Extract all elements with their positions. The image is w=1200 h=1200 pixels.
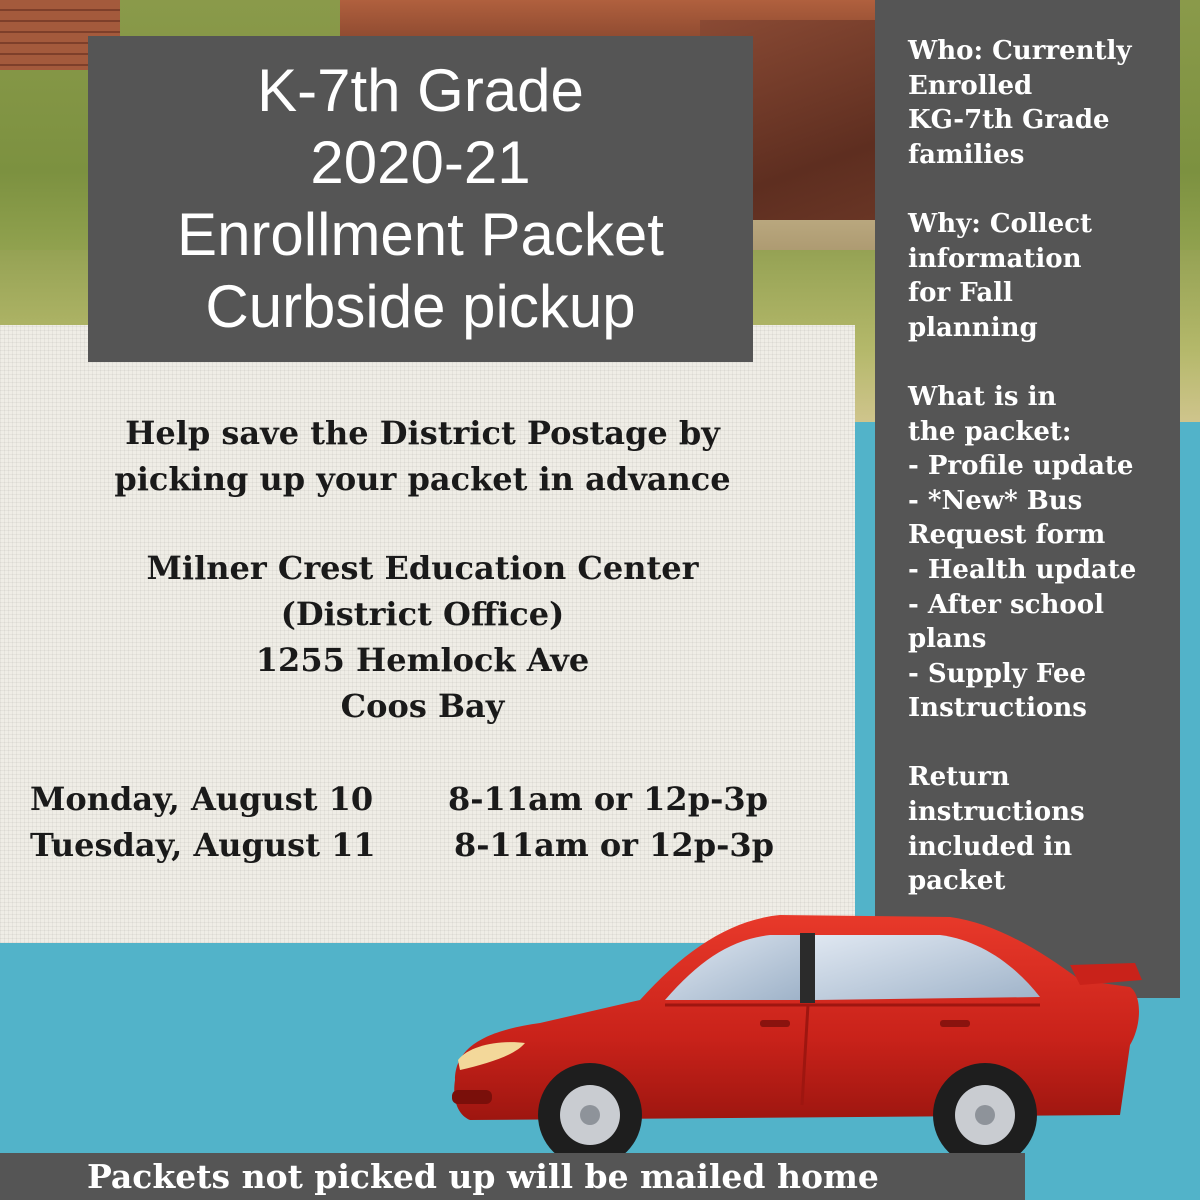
info-line: planning	[908, 312, 1038, 343]
pickup-location	[0, 545, 845, 729]
info-line: instructions	[908, 797, 1085, 828]
door-handle	[760, 1020, 790, 1027]
schedule-row	[30, 776, 830, 822]
info-text	[908, 34, 1178, 899]
location-city: Coos Bay	[340, 687, 505, 725]
info-line: packet	[908, 866, 1006, 897]
title-line: K-7th Grade	[257, 57, 584, 124]
info-line: Who: Currently	[908, 36, 1132, 66]
car-spoiler	[1070, 963, 1142, 985]
info-line: Request form	[908, 520, 1106, 551]
car-wheel-rear	[933, 1063, 1037, 1167]
car-illustration	[430, 905, 1150, 1170]
info-line: plans	[908, 624, 987, 655]
door-handle	[940, 1020, 970, 1027]
info-line: the packet:	[908, 416, 1072, 447]
info-line: information	[908, 243, 1082, 274]
info-line: Why: Collect	[908, 208, 1093, 239]
schedule-hours: 8-11am or 12p-3p	[448, 780, 768, 818]
promo-line: picking up your packet in advance	[114, 460, 731, 498]
pickup-schedule	[30, 776, 830, 868]
info-line: - Profile update	[908, 451, 1134, 482]
info-why	[908, 207, 1178, 345]
promo-text	[0, 410, 845, 502]
title-box	[88, 36, 753, 362]
location-note: (District Office)	[280, 595, 565, 633]
info-line: Return	[908, 762, 1010, 793]
info-who	[908, 34, 1178, 172]
info-panel	[875, 0, 1180, 998]
info-line: - Health update	[908, 554, 1137, 585]
info-what	[908, 380, 1178, 726]
title-line: 2020-21	[310, 129, 531, 196]
info-line: - Supply Fee	[908, 658, 1087, 689]
info-line: included in	[908, 831, 1073, 862]
promo-line: Help save the District Postage by	[125, 414, 720, 452]
schedule-row	[30, 822, 830, 868]
schedule-day: Monday, August 10	[30, 780, 374, 818]
schedule-day: Tuesday, August 11	[30, 826, 376, 864]
car-wheel-front	[538, 1063, 642, 1167]
info-line: What is in	[908, 381, 1057, 412]
info-return	[908, 760, 1178, 898]
info-line: for Fall	[908, 278, 1013, 309]
location-street: 1255 Hemlock Ave	[255, 641, 590, 679]
info-line: Enrolled	[908, 70, 1033, 101]
info-line: - *New* Bus	[908, 485, 1083, 516]
title-line: Enrollment Packet	[177, 201, 664, 268]
footer-banner: Packets not picked up will be mailed home	[0, 1153, 1025, 1200]
info-line: KG-7th Grade	[908, 105, 1110, 136]
info-line: Instructions	[908, 693, 1087, 724]
car-pillar	[800, 933, 815, 1003]
car-bumper	[452, 1090, 492, 1104]
title-line: Curbside pickup	[205, 273, 636, 340]
info-line: - After school	[908, 589, 1104, 620]
location-name: Milner Crest Education Center	[146, 549, 699, 587]
info-line: families	[908, 139, 1025, 170]
schedule-hours: 8-11am or 12p-3p	[454, 826, 774, 864]
